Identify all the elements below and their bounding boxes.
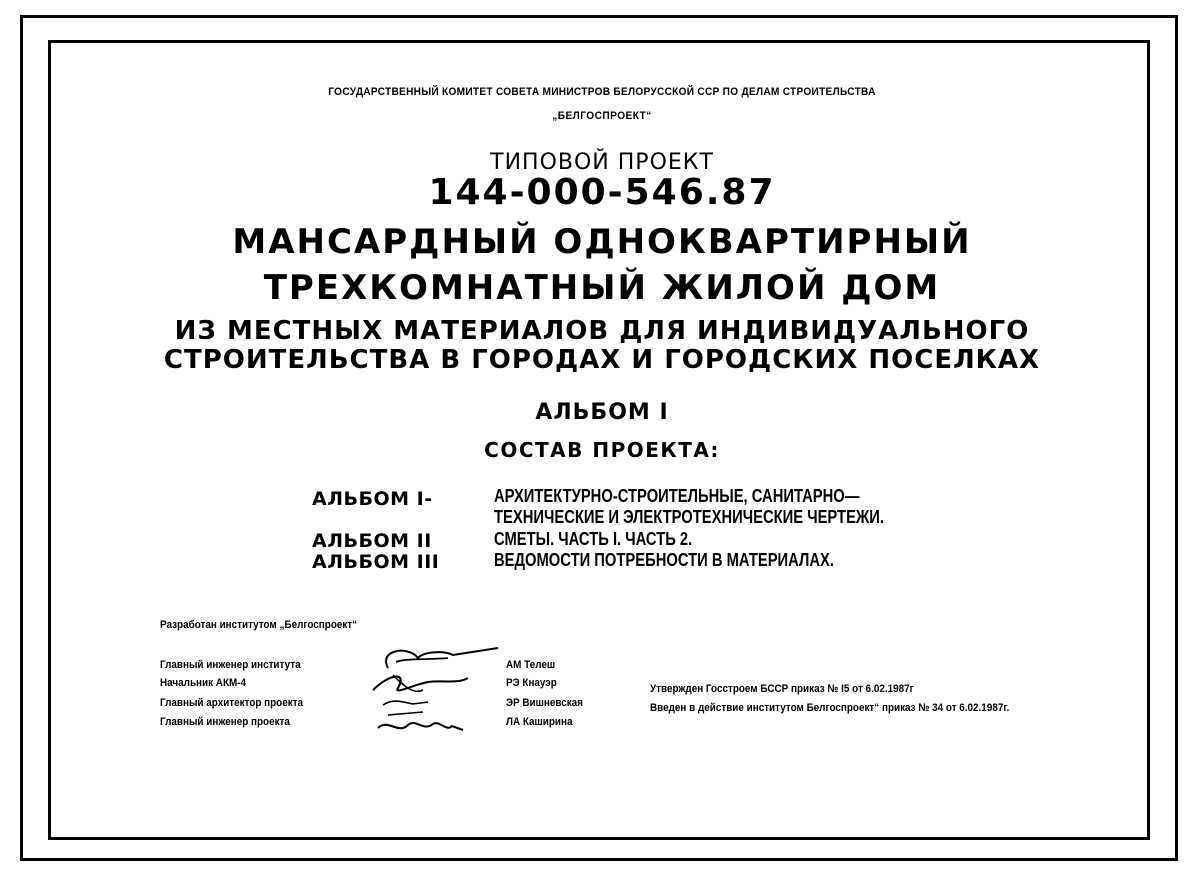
developer-note: Разработан институтом „Белгоспроект“ [160,619,358,631]
album-item-desc: ТЕХНИЧЕСКИЕ И ЭЛЕКТРОТЕХНИЧЕСКИЕ ЧЕРТЕЖИ. [494,507,884,527]
composition-label: СОСТАВ ПРОЕКТА: [484,438,720,462]
institute-header: „БЕЛГОСПРОЕКТ“ [552,110,652,122]
album-item-desc: ВЕДОМОСТИ ПОТРЕБНОСТИ В МАТЕРИАЛАХ. [494,550,834,570]
staff-name: ЛА Каширина [506,716,573,728]
album-item-label: АЛЬБОМ II [312,530,432,552]
album-item-label: АЛЬБОМ III [312,551,440,573]
album-item-label: АЛЬБОМ I- [312,488,433,510]
signatures [368,640,508,745]
current-album: АЛЬБОМ I [535,400,669,425]
approval-line: Утвержден Госстроем БССР приказ № I5 от 6.02.1987г [650,683,914,695]
staff-name: АМ Телеш [506,659,556,671]
staff-role: Главный архитектор проекта [160,697,304,709]
album-item-desc: АРХИТЕКТУРНО-СТРОИТЕЛЬНЫЕ, САНИТАРНО— [494,486,860,506]
subtitle-line-1: ИЗ МЕСТНЫХ МАТЕРИАЛОВ ДЛЯ ИНДИВИДУАЛЬНОГО [174,316,1030,346]
staff-role: Главный инженер проекта [160,716,290,728]
staff-role: Главный инженер института [160,659,301,671]
title-line-2: ТРЕХКОМНАТНЫЙ ЖИЛОЙ ДОМ [263,268,941,308]
staff-role: Начальник АКМ-4 [160,677,247,689]
project-type-label: ТИПОВОЙ ПРОЕКТ [490,150,714,175]
title-line-1: МАНСАРДНЫЙ ОДНОКВАРТИРНЫЙ [232,222,972,262]
album-item-desc: СМЕТЫ. ЧАСТЬ I. ЧАСТЬ 2. [494,529,693,549]
project-number: 144-000-546.87 [428,172,776,213]
staff-name: ЭР Вишневская [506,697,583,709]
subtitle-line-2: СТРОИТЕЛЬСТВА В ГОРОДАХ И ГОРОДСКИХ ПОСЕЛКАХ [163,345,1041,375]
committee-header: ГОСУДАРСТВЕННЫЙ КОМИТЕТ СОВЕТА МИНИСТРОВ БЕЛОРУССКОЙ ССР ПО ДЕЛАМ СТРОИТЕЛЬСТВА [328,86,876,98]
staff-name: РЭ Кнауэр [506,677,557,689]
enactment-line: Введен в действие институтом Белгоспроект“ приказ № 34 от 6.02.1987г. [650,702,1010,714]
